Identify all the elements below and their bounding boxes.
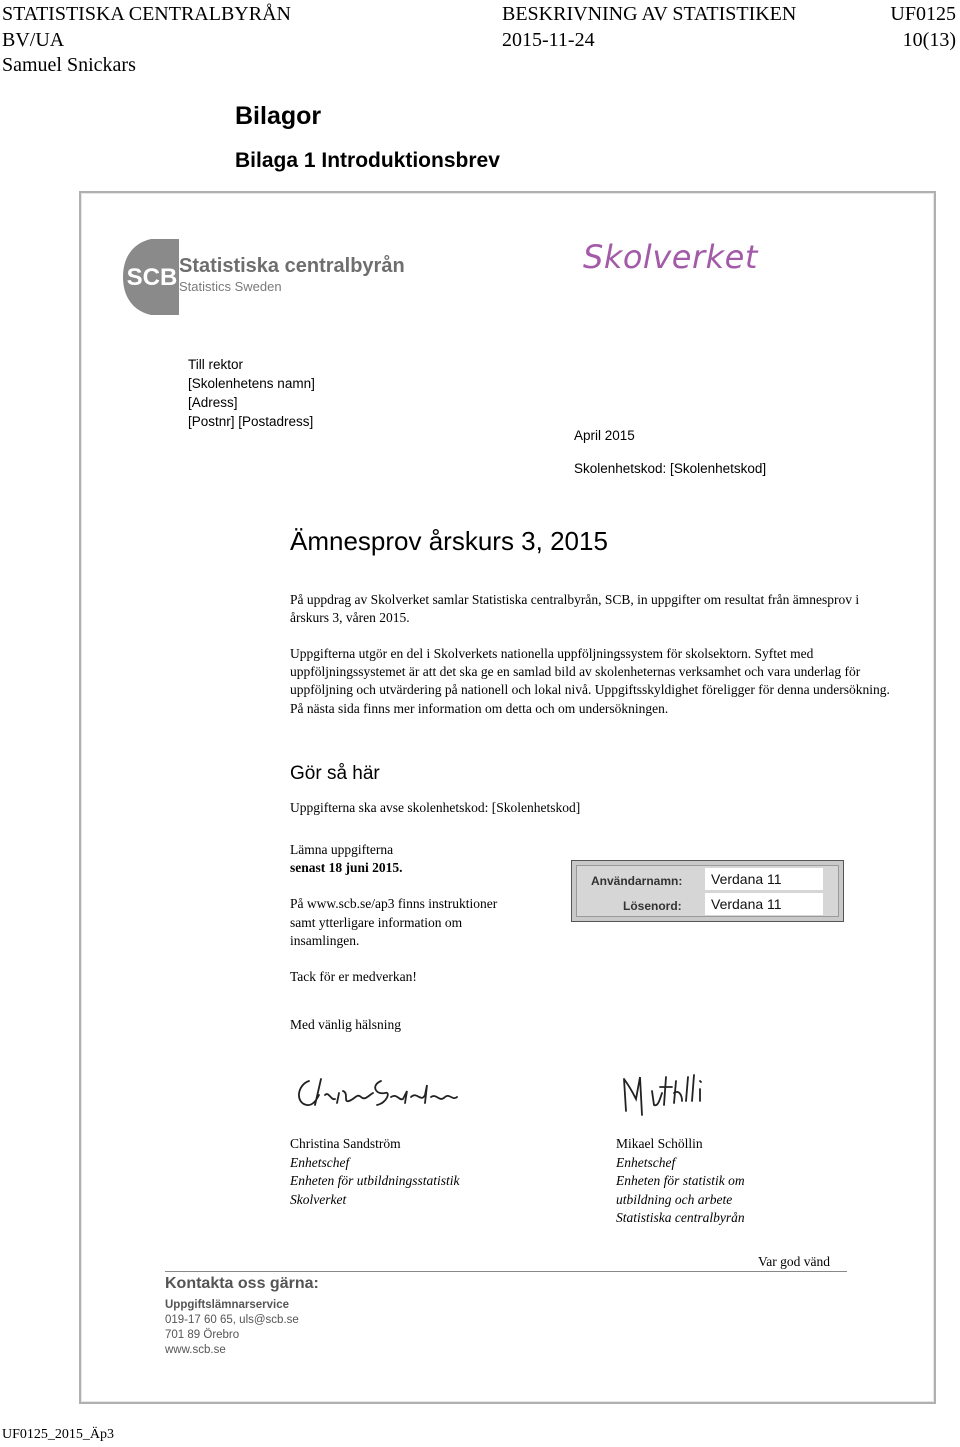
signer-unit: utbildning och arbete — [616, 1191, 733, 1207]
header-doc-code: UF0125 — [890, 3, 956, 25]
username-label: Användarnamn: — [591, 874, 683, 888]
password-value: Verdana 11 — [705, 893, 823, 915]
header-unit: BV/UA — [2, 29, 65, 51]
section-subtitle: Bilaga 1 Introduktionsbrev — [235, 149, 500, 172]
header-org: STATISTISKA CENTRALBYRÅN — [2, 3, 291, 25]
signer-role: Enhetschef — [290, 1154, 350, 1170]
scb-emblem-icon — [121, 237, 181, 317]
address-line: [Postnr] [Postadress] — [188, 414, 314, 429]
signer-name: Christina Sandström — [290, 1136, 401, 1151]
scb-subtitle: Statistics Sweden — [179, 279, 282, 294]
signer-sandstrom-block — [290, 1135, 460, 1209]
instructions-line: insamlingen. — [290, 933, 360, 948]
scb-name: Statistiska centralbyrån — [179, 255, 405, 277]
header-date: 2015-11-24 — [502, 29, 595, 51]
footer-code: UF0125_2015_Äp3 — [2, 1427, 115, 1442]
contact-line: 019-17 60 65, uls@scb.se — [165, 1314, 299, 1326]
paragraph-intro: På uppdrag av Skolverket samlar Statistiska centralbyrån, SCB, in uppgifter om resultat från ämnesprov i årskurs 3, våren 2015. — [290, 592, 860, 626]
letter-title: Ämnesprov årskurs 3, 2015 — [290, 526, 608, 556]
recipient-address — [188, 355, 315, 431]
password-label: Lösenord: — [623, 899, 682, 913]
header-page-number: 10(13) — [902, 29, 956, 51]
address-line: Till rektor — [188, 357, 244, 372]
contact-line: www.scb.se — [165, 1344, 226, 1356]
howto-line: Uppgifterna ska avse skolenhetskod: [Skolenhetskod] — [290, 800, 581, 815]
contact-details — [165, 1298, 299, 1358]
signer-schollin-block — [616, 1135, 745, 1228]
address-line: [Skolenhetens namn] — [188, 376, 315, 391]
username-value: Verdana 11 — [705, 868, 823, 890]
deadline-date: senast 18 juni 2015. — [290, 860, 403, 875]
signer-org: Statistiska centralbyrån — [616, 1210, 745, 1225]
school-code-line: Skolenhetskod: [Skolenhetskod] — [574, 461, 767, 476]
paragraph-purpose: Uppgifterna utgör en del i Skolverkets nationella uppföljningssystem för skolsektorn. Syftet med uppföljningssystemet är att det ska ge en samlad bild av skolenheternas verksamhet och vara underlag för uppföljning och utvärdering på nationell och lokal nivå. Uppgiftsskyldighet föreligger för denna undersökning. På nästa sida finns mer information om detta och om undersökningen. — [290, 646, 890, 716]
header-doc-type: BESKRIVNING AV STATISTIKEN — [502, 3, 797, 25]
signer-unit: Enheten för statistik om — [616, 1173, 745, 1188]
introduction-letter-image — [79, 191, 936, 1404]
scb-emblem-text: SCB — [126, 264, 178, 291]
signature-sandstrom — [291, 1071, 471, 1121]
address-line: [Adress] — [188, 395, 238, 410]
signer-org: Skolverket — [290, 1191, 347, 1207]
section-title: Bilagor — [235, 102, 322, 130]
header-author: Samuel Snickars — [2, 54, 136, 76]
credentials-box — [571, 860, 844, 922]
contact-divider — [165, 1271, 847, 1272]
turn-over-note: Var god vänd — [758, 1254, 830, 1269]
signature-schollin — [616, 1065, 756, 1125]
instructions-line: samt ytterligare information om — [290, 914, 463, 930]
letter-date: April 2015 — [574, 428, 635, 443]
thanks-line: Tack för er medverkan! — [290, 969, 417, 984]
instructions-line: På www.scb.se/ap3 finns instruktioner — [290, 896, 498, 911]
deadline-line: Lämna uppgifterna — [290, 842, 394, 857]
skolverket-logo: Skolverket — [583, 238, 758, 276]
contact-line: 701 89 Örebro — [165, 1329, 240, 1341]
signer-unit: Enheten för utbildningsstatistik — [290, 1173, 460, 1188]
contact-heading: Kontakta oss gärna: — [165, 1275, 319, 1292]
howto-heading: Gör så här — [290, 763, 380, 784]
regards-line: Med vänlig hälsning — [290, 1017, 401, 1032]
signer-role: Enhetschef — [616, 1154, 676, 1170]
contact-line: Uppgiftslämnarservice — [165, 1299, 289, 1311]
signer-name: Mikael Schöllin — [616, 1136, 703, 1151]
